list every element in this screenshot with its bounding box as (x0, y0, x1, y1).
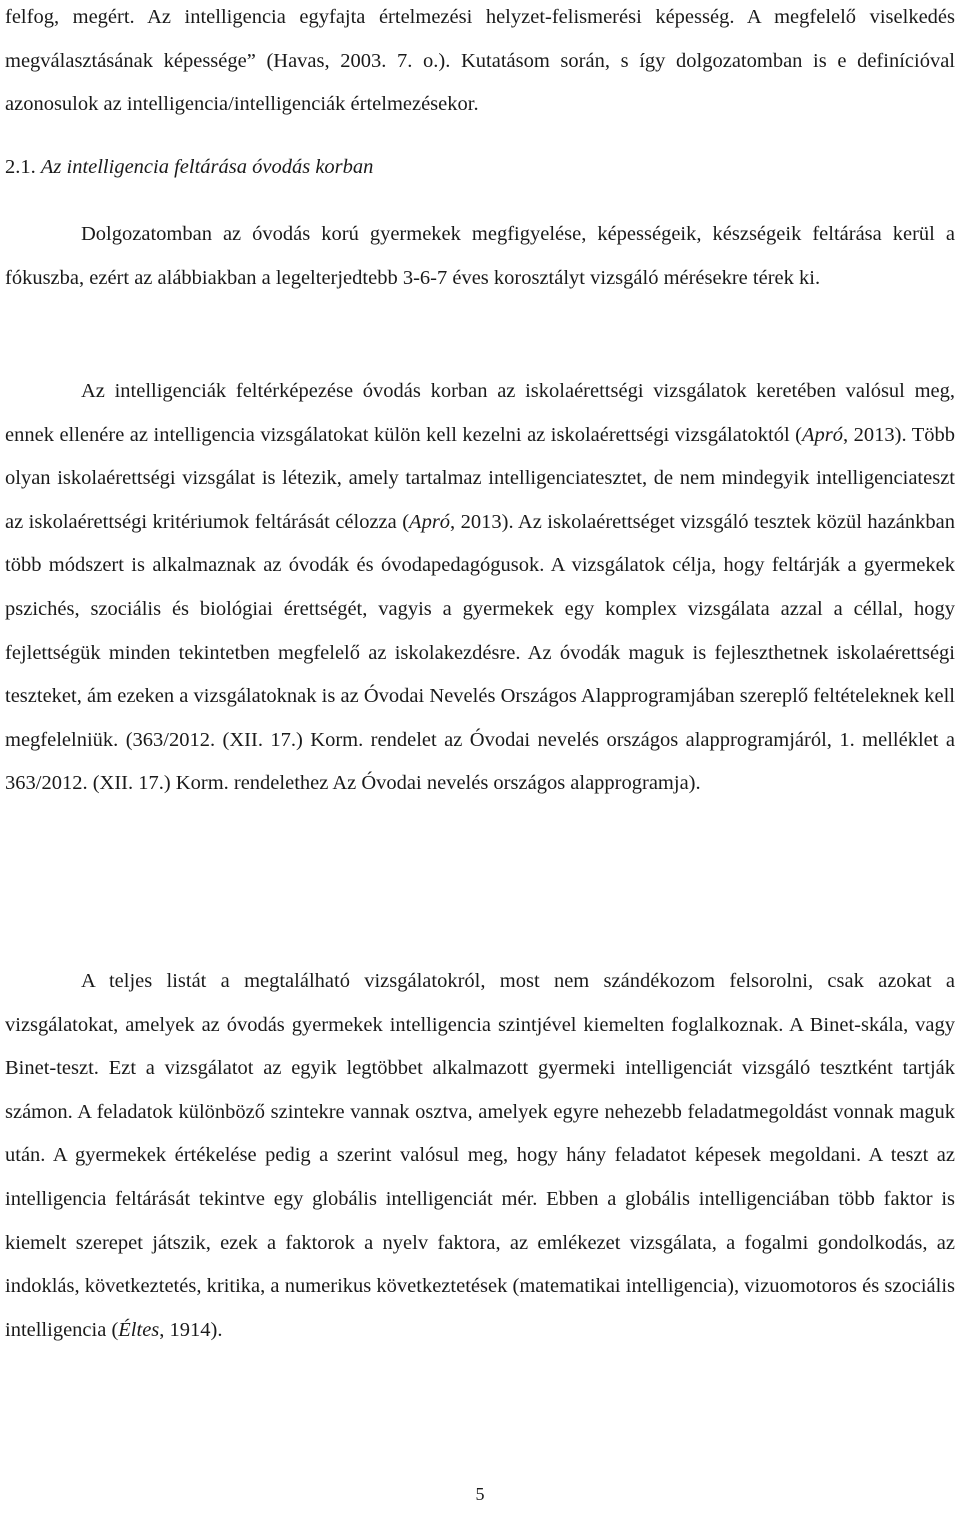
citation-year: , 2013). (450, 510, 514, 533)
paragraph-3 (5, 960, 955, 1352)
paragraph-1: Dolgozatomban az óvodás korú gyermekek megfigyelése, képességeik, készségeik feltárása kerül a fókuszba, ezért az alábbiakban a legelterjedtebb 3-6-7 éves korosztályt vizsgáló mérésekre térek ki. (5, 223, 955, 289)
paragraph-continuation: felfog, megért. Az intelligencia egyfajta értelmezési helyzet-felismerési képesség. A megfelelő viselkedés megválasztásának képessége” (Havas, 2003. 7. o.). Kutatásom során, s így dolgozatomban is e definícióval azonosulok az intelligencia/intelligenciák értelmezésekor. (5, 6, 955, 116)
paragraph-2-text-1: Az intelligenciák feltérképezése óvodás korban az iskolaérettségi vizsgálatok keretében valósul meg, ennek ellenére az intelligencia vizsgálatokat külön kell kezelni az iskolaérettségi vizsgálatoktól ( (5, 380, 955, 446)
paragraph-2-text-3: Az iskolaérettséget vizsgáló tesztek közül hazánkban több módszert is alkalmaznak az óvodák és óvodapedagógusok. A vizsgálatok célja, hogy feltárják a gyermekek pszichés, szociális és biológiai érettségét, vagyis a gyermekek egy komplex vizsgálata azzal a céllal, hogy fejlettségük minden tekintetben megfelelő az iskolakezdésre. Az óvodák maguk is fejleszthetnek iskolaérettségi teszteket, ám ezeken a vizsgálatoknak is az Óvodai Nevelés Országos Alapprogramjában szereplő feltételeknek kell megfelelniük. (363/2012. (XII. 17.) Korm. rendelet az Óvodai nevelés országos alapprogramjáról, 1. melléklet a 363/2012. (XII. 17.) Korm. rendelethez Az Óvodai nevelés országos alapprogramja). (5, 510, 955, 795)
citation-author: Apró (409, 510, 451, 533)
paragraph-3-text: A teljes listát a megtalálható vizsgálatokról, most nem szándékozom felsorolni, csak azokat a vizsgálatokat, amelyek az óvodás gyermekek intelligencia szintjével kiemelten foglalkoznak. A Binet-skála, vagy Binet-teszt. Ezt a vizsgálatot az egyik legtöbbet alkalmazott gyermeki intelligenciát vizsgáló tesztként tartják számon. A feladatok különböző szintekre vannak osztva, amelyek egyre nehezebb feladatmegoldást vonnak maguk után. A gyermekek értékelése pedig a szerint valósul meg, hogy hány feladatot képesek megoldani. A teszt az intelligencia feltárását tekintve egy globális intelligenciát mér. Ebben a globális intelligenciában több faktor is kiemelt szerepet játszik, ezek a faktorok a nyelv faktora, az emlékezet vizsgálata, a fogalmi gondolkodás, az indoklás, következtetés, kritika, a numerikus következtetések (matematikai intelligencia), vizuomotoros és szociális intelligencia ( (5, 970, 955, 1341)
paragraph-2 (5, 370, 955, 806)
section-heading (5, 146, 373, 189)
section-title: Az intelligencia feltárása óvodás korban (40, 156, 374, 178)
citation-author: Éltes (118, 1318, 160, 1341)
citation-year: , 2013). (843, 423, 907, 446)
citation-year: , 1914). (159, 1318, 223, 1341)
page-number: 5 (475, 1484, 485, 1504)
paragraph-2-text-2: Több olyan iskolaérettségi vizsgálat is létezik, amely tartalmaz intelligenciatesztet, de nem mindegyik intelligenciateszt az iskolaérettségi kritériumok feltárását célozza ( (5, 423, 955, 533)
section-number: 2.1. (5, 156, 36, 178)
citation-author: Apró (802, 423, 844, 446)
